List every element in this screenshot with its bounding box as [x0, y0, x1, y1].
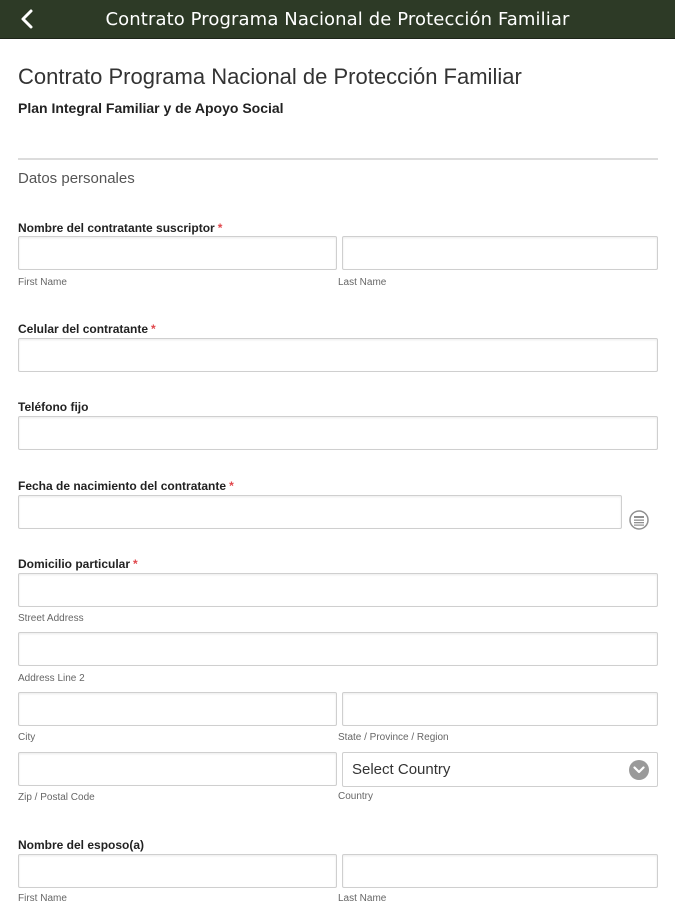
- state-sublabel: State / Province / Region: [338, 732, 449, 743]
- birthdate-label: Fecha de nacimiento del contratante *: [18, 479, 234, 493]
- form-subtitle: Plan Integral Familiar y de Apoyo Social: [18, 100, 284, 116]
- city-sublabel: City: [18, 732, 36, 743]
- spouse-last-name-sublabel: Last Name: [338, 893, 387, 904]
- app-title: Contrato Programa Nacional de Protección Familiar: [105, 9, 570, 30]
- country-sublabel: Country: [338, 791, 374, 802]
- contractor-name-label: Nombre del contratante suscriptor *: [18, 221, 223, 235]
- zip-input[interactable]: [18, 752, 337, 786]
- street-address-input[interactable]: [18, 573, 658, 607]
- spouse-first-name-input[interactable]: [18, 854, 337, 888]
- spouse-name-label: Nombre del esposo(a): [18, 838, 145, 852]
- spouse-first-name-sublabel: First Name: [18, 893, 67, 904]
- birthdate-input[interactable]: [18, 495, 622, 529]
- section-title: Datos personales: [18, 170, 135, 187]
- first-name-sublabel: First Name: [18, 277, 67, 288]
- last-name-sublabel: Last Name: [338, 277, 387, 288]
- spouse-last-name-input[interactable]: [342, 854, 658, 888]
- chevron-down-icon[interactable]: [629, 760, 649, 780]
- landline-label: Teléfono fijo: [18, 400, 89, 414]
- street-address-sublabel: Street Address: [18, 613, 84, 624]
- form-title: Contrato Programa Nacional de Protección Familiar: [18, 64, 522, 89]
- mobile-input[interactable]: [18, 338, 658, 372]
- required-marker: *: [229, 479, 234, 493]
- divider: [18, 158, 658, 160]
- country-select-value: Select Country: [352, 761, 451, 778]
- address-line2-sublabel: Address Line 2: [18, 673, 85, 684]
- contractor-first-name-input[interactable]: [18, 236, 337, 270]
- contractor-last-name-input[interactable]: [342, 236, 658, 270]
- app-header: [0, 0, 675, 39]
- state-input[interactable]: [342, 692, 658, 726]
- city-input[interactable]: [18, 692, 337, 726]
- country-select[interactable]: [342, 752, 658, 787]
- required-marker: *: [151, 322, 156, 336]
- landline-input[interactable]: [18, 416, 658, 450]
- required-marker: *: [133, 557, 138, 571]
- mobile-label: Celular del contratante *: [18, 322, 156, 336]
- calendar-icon[interactable]: [629, 510, 649, 530]
- zip-sublabel: Zip / Postal Code: [18, 792, 95, 803]
- address-line2-input[interactable]: [18, 632, 658, 666]
- address-label: Domicilio particular *: [18, 557, 138, 571]
- required-marker: *: [217, 221, 223, 235]
